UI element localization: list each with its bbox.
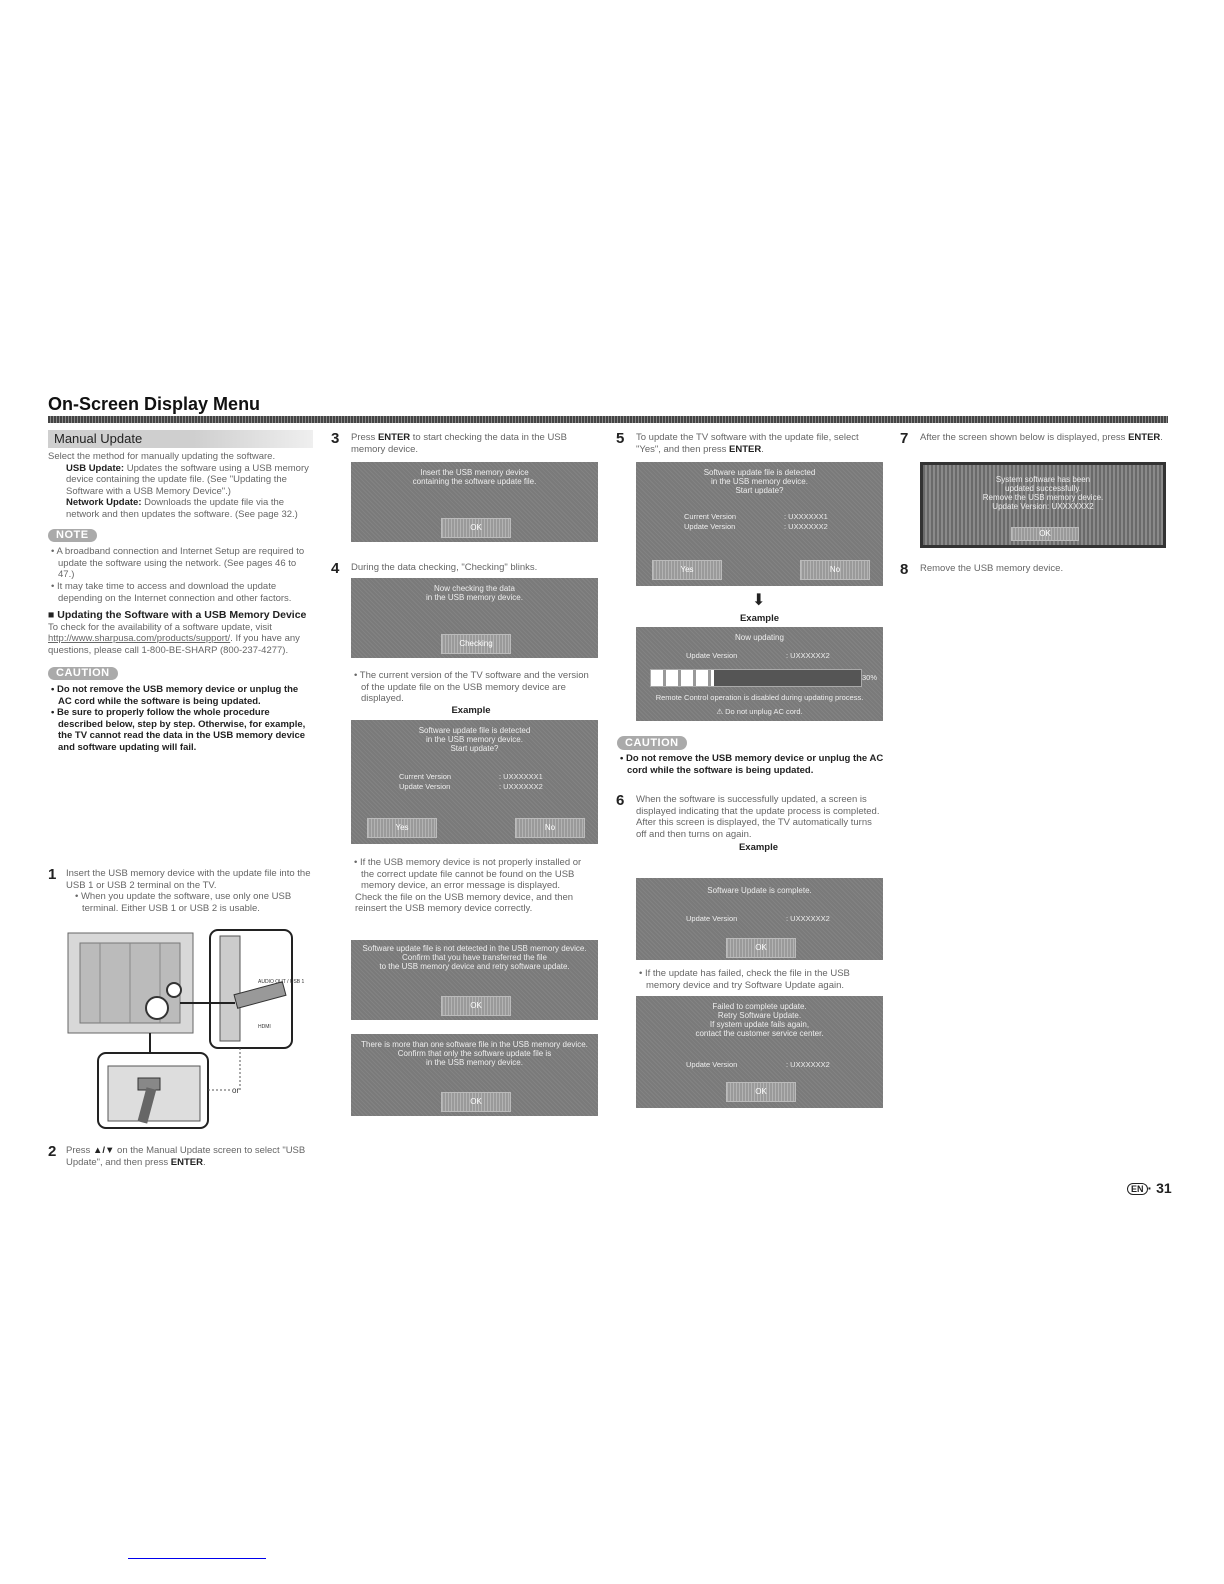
or-label: or [232, 1086, 240, 1095]
support-link[interactable]: http://www.sharpusa.com/products/support/ [48, 633, 231, 645]
insert-usb-screen: Insert the USB memory device containing the software update file. OK [351, 462, 598, 542]
title-rule [48, 416, 1168, 423]
language-badge: EN [1127, 1183, 1148, 1195]
ok-button[interactable]: OK [1011, 527, 1079, 541]
ok-button[interactable]: OK [726, 1082, 796, 1102]
step-5: To update the TV software with the update file, select "Yes", and then press ENTER. [636, 432, 859, 455]
step-number: 8 [900, 561, 909, 578]
note-badge: NOTE [48, 529, 97, 543]
intro-text: Select the method for manually updating the software. [48, 451, 276, 462]
tv-usb-diagram [60, 928, 305, 1133]
hdmi-port-label: HDMI [258, 1024, 271, 1030]
update-success-screen: System software has been updated successfully. Remove the USB memory device. Update Version: UXXXXXX2 OK [920, 462, 1166, 548]
progress-track [650, 669, 862, 687]
step-4-error-info: • If the USB memory device is not properly installed or the correct update file cannot be found on the USB memory device, an error message is displayed. Check the file on the USB memory device, and then reinsert the USB memory device correctly. [354, 857, 582, 915]
caution-item: • Do not remove the USB memory device or unplug the AC cord while the software is being updated. [51, 684, 299, 707]
update-confirm-screen: Software update file is detected in the USB memory device. Start update? Current Version : UXXXXXX1 Update Version : UXXXXXX2 Yes No [636, 462, 883, 586]
network-update-desc: Network Update: Downloads the update file via the network and then updates the software. (See page 32.) [66, 497, 298, 520]
usb-section-text: To check for the availability of a software update, visit http://www.sharpusa.com/products/support/. If you have any questions, please call 1-800-BE-SHARP (800-237-4277). [48, 621, 300, 656]
step-number: 2 [48, 1143, 57, 1160]
update-complete-screen: Software Update is complete. Update Version : UXXXXXX2 OK [636, 878, 883, 960]
note-item: • A broadband connection and Internet Setup are required to update the software using the network. (See pages 46 to 47.) [51, 546, 305, 581]
caution-item: • Be sure to properly follow the whole procedure described below, step by step. Otherwise, for example, the TV cannot read the data in the USB memory device and software updating will fail. [51, 707, 306, 754]
update-detected-screen: Software update file is detected in the USB memory device. Start update? Current Version : UXXXXXX1 Update Version : UXXXXXX2 Yes No [351, 720, 598, 844]
step-number: 6 [616, 792, 625, 809]
caution-badge: CAUTION [617, 736, 687, 750]
step-4-info: • The current version of the TV software and the version of the update file on the USB memory device are displayed. Example [351, 670, 591, 716]
page-number: EN · 31 [1127, 1180, 1172, 1196]
section-tab [48, 430, 313, 448]
step-number: 3 [331, 430, 340, 447]
step-8: Remove the USB memory device. [920, 563, 1064, 574]
step-7: After the screen shown below is displayed, press ENTER. [920, 432, 1163, 443]
column-1 [48, 451, 313, 754]
ok-button[interactable]: OK [441, 996, 511, 1016]
step-2: Press ▲/▼ on the Manual Update screen to select "USB Update", and then press ENTER. [66, 1145, 306, 1168]
yes-button[interactable]: Yes [652, 560, 722, 580]
usb-section-heading: ■ Updating the Software with a USB Memory Device [48, 609, 307, 622]
usb-port-label: AUDIO OUT / USB 1 [258, 979, 305, 985]
usb-update-desc: USB Update: Updates the software using a USB memory device containing the update file. (See "Updating the Software with a USB Memory Device".) [66, 462, 309, 497]
example-label: Example [739, 613, 780, 624]
checking-screen: Now checking the data in the USB memory device. Checking [351, 578, 598, 658]
example-label: Example [738, 842, 779, 854]
checking-button: Checking [441, 634, 511, 654]
no-button[interactable]: No [515, 818, 585, 838]
step-1: Insert the USB memory device with the update file into the USB 1 or USB 2 terminal on the TV. • When you update the software, use only one USB terminal. Either USB 1 or USB 2 is usable. [66, 868, 311, 914]
step-number: 7 [900, 430, 909, 447]
no-button[interactable]: No [800, 560, 870, 580]
yes-button[interactable]: Yes [367, 818, 437, 838]
ok-button[interactable]: OK [441, 518, 511, 538]
step-number: 1 [48, 866, 57, 883]
progress-fill [651, 670, 714, 686]
step-number: 5 [616, 430, 625, 447]
error-multiple-files-screen: There is more than one software file in the USB memory device. Confirm that only the software update file is in the USB memory device. OK [351, 1034, 598, 1116]
down-arrow-icon: ⬇ [752, 592, 766, 609]
updating-progress-screen: Now updating Update Version : UXXXXXX2 30% Remote Control operation is disabled during updating process. ⚠ Do not unplug AC cord. [636, 627, 883, 721]
example-label: Example [451, 704, 491, 716]
note-item: • It may take time to access and download the update depending on the Internet connection and other factors. [51, 580, 292, 604]
step-4: During the data checking, "Checking" blinks. [351, 562, 538, 573]
step-6: When the software is successfully updated, a screen is displayed indicating that the update process is completed. After this screen is displayed, the TV automatically turns off and then turns on again. Example [636, 794, 880, 854]
caution-badge: CAUTION [48, 667, 118, 681]
section-tab-label: Manual Update [54, 431, 143, 446]
step-number: 4 [331, 560, 340, 577]
page-title: On-Screen Display Menu [48, 394, 261, 414]
error-not-detected-screen: Software update file is not detected in the USB memory device. Confirm that you have transferred the file to the USB memory device and retry software update. OK [351, 940, 598, 1020]
footer-line [128, 1558, 266, 1559]
step-3: Press ENTER to start checking the data in the USB memory device. [351, 432, 567, 455]
ok-button[interactable]: OK [726, 938, 796, 958]
caution-2: • Do not remove the USB memory device or unplug the AC cord while the software is being updated. [620, 753, 884, 776]
step-6-fail-info: • If the update has failed, check the file in the USB memory device and try Software Update again. [639, 968, 850, 991]
progress-percent: 30% [862, 673, 878, 682]
ok-button[interactable]: OK [441, 1092, 511, 1112]
update-failed-screen: Failed to complete update. Retry Software Update. If system update fails again, contact the customer service center. Update Version : UXXXXXX2 OK [636, 996, 883, 1108]
